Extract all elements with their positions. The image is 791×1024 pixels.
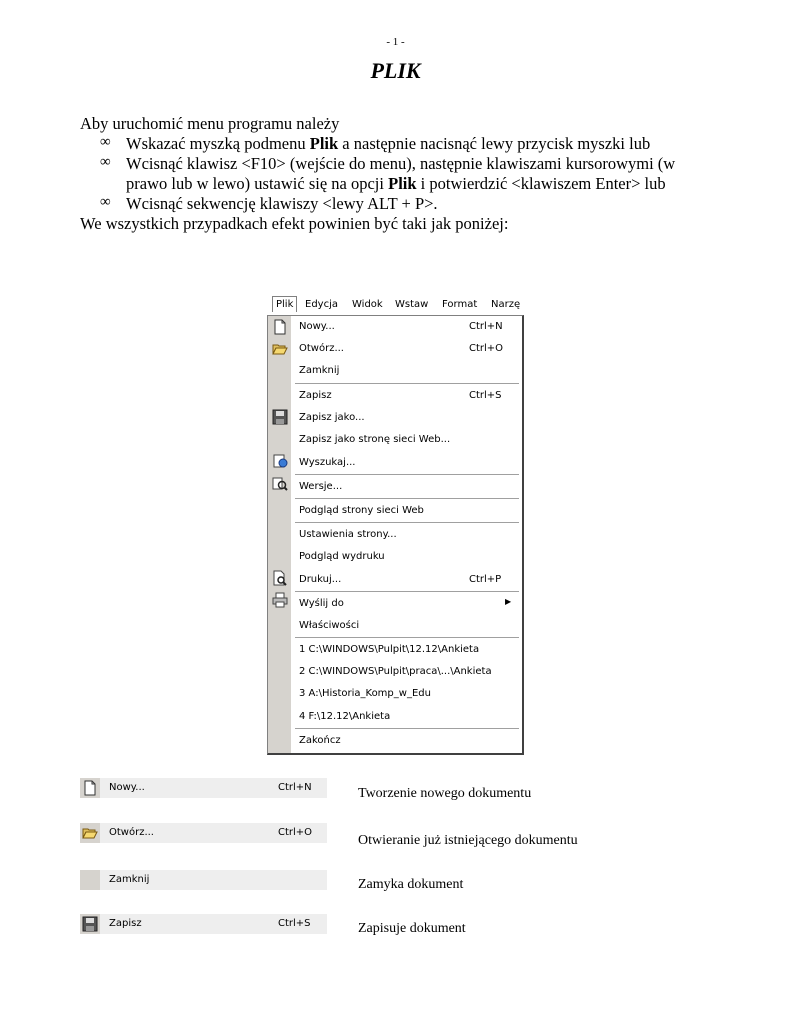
instructions [80,114,720,234]
example-row-zamknij: Zamknij [80,870,327,890]
menu-item-drukuj[interactable]: Drukuj... Ctrl+P [299,574,502,585]
open-folder-icon [82,825,98,841]
bullet-list [80,134,720,214]
menu-item-recent-2[interactable]: 2 C:\WINDOWS\Pulpit\praca\...\Ankieta [299,666,492,677]
icon-gutter [268,316,291,753]
web-page-icon [272,453,288,469]
page-number: - 1 - [386,36,405,48]
menu-bar [267,295,523,316]
list-item: ∞ Wcisnąć klawisz <F10> (wejście do menu), następnie klawiszami kursorowymi (w prawo lub w lewo) ustawić się na opcji Plik i potwierdzić <klawiszem Enter> lub [100,154,676,193]
file-menu-screenshot [267,295,523,754]
menu-item-recent-3[interactable]: 3 A:\Historia_Komp_w_Edu [299,688,431,699]
submenu-arrow-icon: ▶ [505,597,512,606]
menu-item-zapisz-jako-web[interactable]: Zapisz jako stronę sieci Web... [299,434,451,445]
new-doc-icon [272,319,288,335]
menu-item-wyslij-do[interactable]: Wyślij do ▶ [299,597,512,609]
example-row-otworz: Otwórz... Ctrl+O [80,823,327,843]
menubar-item-narzedzia[interactable]: Narzę [491,299,521,310]
menu-item-zapisz-jako[interactable]: Zapisz jako... [299,412,365,423]
menu-separator [295,522,519,523]
example-row-zapisz: Zapisz Ctrl+S [80,914,327,934]
menu-item-nowy[interactable]: Nowy... Ctrl+N [299,321,503,332]
bullet-symbol: ∞ [100,194,111,210]
example-description: Zapisuje dokument [358,921,466,936]
search-icon [272,476,288,492]
menubar-item-widok[interactable]: Widok [352,299,383,310]
menubar-item-edycja[interactable]: Edycja [305,299,338,310]
menu-item-recent-1[interactable]: 1 C:\WINDOWS\Pulpit\12.12\Ankieta [299,644,480,655]
menubar-item-wstaw[interactable]: Wstaw [395,299,429,310]
menu-item-ustawienia-strony[interactable]: Ustawienia strony... [299,529,397,540]
print-preview-icon [272,570,288,586]
printer-icon [272,592,288,608]
bold-keyword: Plik [388,174,417,193]
page-title: PLIK [370,58,421,83]
bold-keyword: Plik [309,134,339,153]
menu-separator [295,637,519,638]
menu-item-podglad-web[interactable]: Podgląd strony sieci Web [299,505,424,516]
example-description: Otwieranie już istniejącego dokumentu [358,833,578,848]
new-doc-icon [82,780,98,796]
intro-text: Aby uruchomić menu programu należy [80,114,340,133]
open-folder-icon [272,341,288,357]
list-item: ∞ Wcisnąć sekwencję klawiszy <lewy ALT + P>. [100,194,438,213]
menu-item-recent-4[interactable]: 4 F:\12.12\Ankieta [299,711,391,722]
file-dropdown [267,315,524,755]
menu-item-zamknij[interactable]: Zamknij [299,365,340,376]
save-disk-icon [82,916,98,932]
bullet-symbol: ∞ [100,134,111,150]
menubar-item-plik[interactable]: Plik [272,296,297,312]
menu-item-zapisz[interactable]: Zapisz Ctrl+S [299,390,502,401]
menu-item-zakoncz[interactable]: Zakończ [299,735,341,746]
bullet-symbol: ∞ [100,154,111,170]
example-row-nowy: Nowy... Ctrl+N [80,778,327,798]
menu-separator [295,474,519,475]
menu-item-otworz[interactable]: Otwórz... Ctrl+O [299,343,504,354]
menu-item-wersje[interactable]: Wersje... [299,481,343,492]
menu-item-wyszukaj[interactable]: Wyszukaj... [299,457,356,468]
menu-item-podglad-wydruku[interactable]: Podgląd wydruku [299,551,385,562]
menu-item-wlasciwosci[interactable]: Właściwości [299,620,360,631]
outro-text: We wszystkich przypadkach efekt powinien być taki jak poniżej: [80,214,509,233]
menubar-item-format[interactable]: Format [442,299,478,310]
example-description: Tworzenie nowego dokumentu [358,786,532,801]
menu-separator [295,498,519,499]
example-description: Zamyka dokument [358,877,464,892]
save-disk-icon [272,409,288,425]
menu-separator [295,728,519,729]
list-item: ∞ Wskazać myszką podmenu Plik a następnie nacisnąć lewy przycisk myszki lub [100,134,651,153]
menu-separator [295,383,519,384]
menu-separator [295,591,519,592]
